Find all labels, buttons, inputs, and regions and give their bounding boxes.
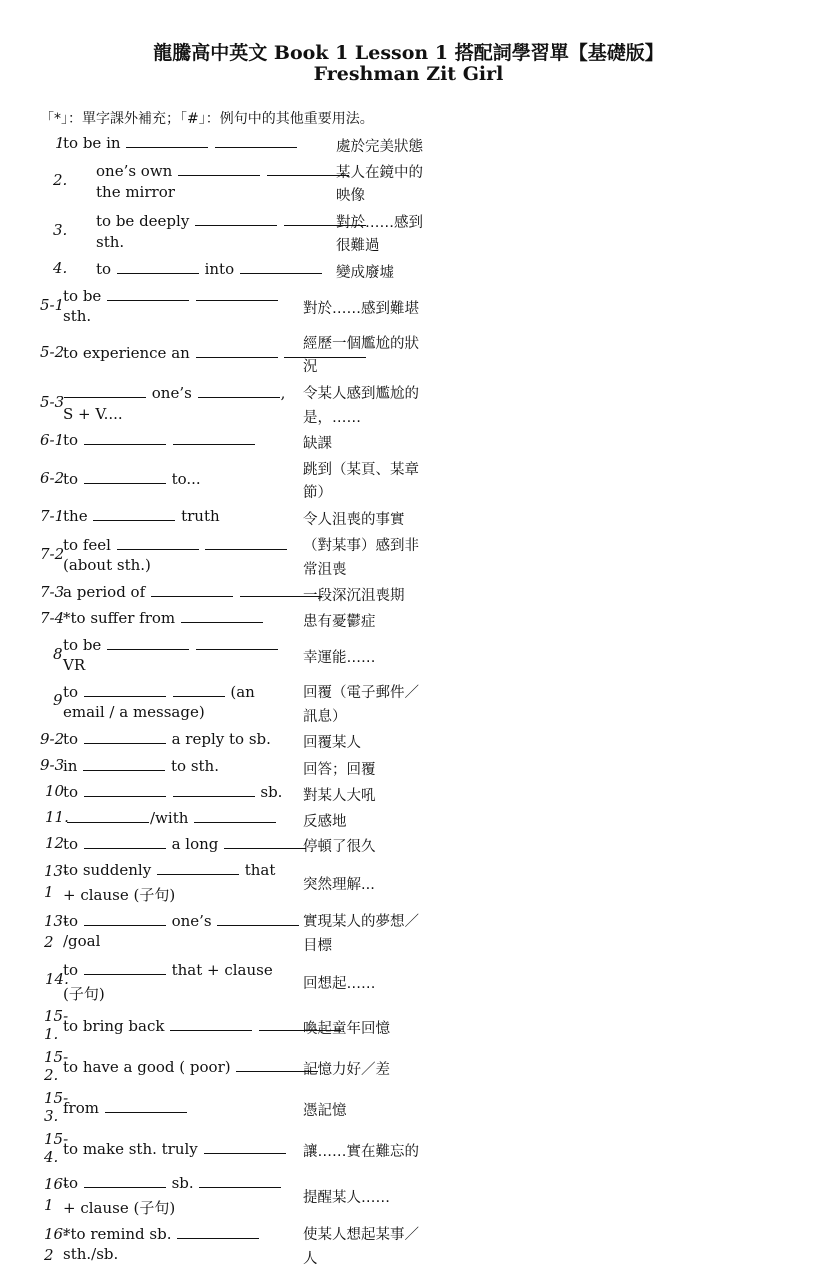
answer-blank[interactable] xyxy=(84,1175,166,1188)
answer-blank[interactable] xyxy=(126,135,208,148)
item-english-cont: the mirror xyxy=(96,183,175,201)
item-chinese: 實現某人的夢想／ xyxy=(303,914,419,930)
answer-blank[interactable] xyxy=(84,471,166,484)
item-chinese: 讓……實在難忘的 xyxy=(303,1144,419,1160)
item-chinese: 令人沮喪的事實 xyxy=(303,512,405,528)
item-number: 11. xyxy=(45,808,69,826)
answer-blank[interactable] xyxy=(117,537,199,550)
answer-blank[interactable] xyxy=(84,836,166,849)
item-english: to into xyxy=(96,260,323,278)
answer-blank[interactable] xyxy=(215,135,297,148)
item-number: 7-3 xyxy=(40,583,65,601)
item-english: the truth xyxy=(63,507,220,525)
answer-blank[interactable] xyxy=(107,288,189,301)
item-english: one’s own xyxy=(96,162,350,180)
item-english: to have a good ( poor) xyxy=(63,1058,319,1076)
item-english: to a long xyxy=(63,835,307,853)
item-chinese-cont: 很難過 xyxy=(336,238,380,254)
item-number: 5-1 xyxy=(40,296,65,314)
answer-blank[interactable] xyxy=(93,508,175,521)
item-english: to be in xyxy=(63,134,298,152)
item-number: 15-2. xyxy=(44,1048,69,1084)
item-chinese: 突然理解... xyxy=(303,877,375,893)
item-chinese-cont: 況 xyxy=(303,359,318,375)
item-chinese-cont: 映像 xyxy=(336,188,365,204)
item-english: to a reply to sb. xyxy=(63,730,271,748)
answer-blank[interactable] xyxy=(107,637,189,650)
item-chinese: 對於……感到 xyxy=(336,215,423,231)
answer-blank[interactable] xyxy=(205,537,287,550)
item-number: 16-1 xyxy=(44,1175,69,1214)
item-english-cont: sth. xyxy=(63,307,92,325)
answer-blank[interactable] xyxy=(170,1018,252,1031)
item-chinese: 喚起童年回憶 xyxy=(303,1021,390,1037)
answer-blank[interactable] xyxy=(178,163,260,176)
item-english: to suddenly that xyxy=(63,861,276,879)
item-english: one’s , xyxy=(63,384,285,402)
item-english: to (an xyxy=(63,683,255,701)
item-number: 7-2 xyxy=(40,545,65,563)
item-number: 6-2 xyxy=(40,469,65,487)
item-english: to make sth. truly xyxy=(63,1140,287,1158)
item-english-cont: + clause (子句) xyxy=(63,886,176,904)
answer-blank[interactable] xyxy=(196,288,278,301)
item-number: 13-1 xyxy=(44,862,69,901)
item-english: in to sth. xyxy=(63,757,219,775)
item-chinese: 對於……感到難堪 xyxy=(303,301,419,317)
item-english: to bring back xyxy=(63,1017,342,1035)
answer-blank[interactable] xyxy=(64,385,146,398)
answer-blank[interactable] xyxy=(84,784,166,797)
item-english-cont: (about sth.) xyxy=(63,556,151,574)
item-number: 2. xyxy=(53,171,68,189)
item-english-cont: sth./sb. xyxy=(63,1245,119,1263)
item-chinese-cont: 訊息） xyxy=(303,709,347,725)
item-english: to experience an xyxy=(63,344,367,362)
item-english: to be xyxy=(63,287,279,305)
item-number: 12 xyxy=(45,834,65,852)
answer-blank[interactable] xyxy=(173,784,255,797)
item-number: 13-2 xyxy=(44,912,69,951)
item-chinese: 缺課 xyxy=(303,436,332,452)
answer-blank[interactable] xyxy=(173,432,255,445)
answer-blank[interactable] xyxy=(198,385,280,398)
answer-blank[interactable] xyxy=(195,213,277,226)
item-english-cont: S + V.... xyxy=(63,405,123,423)
item-english: to one’s xyxy=(63,912,300,930)
page-title: 龍騰高中英文 Book 1 Lesson 1 搭配詞學習單【基礎版】 xyxy=(153,42,664,64)
item-chinese-cont: 節） xyxy=(303,485,332,501)
answer-blank[interactable] xyxy=(84,432,166,445)
answer-blank[interactable] xyxy=(83,758,165,771)
answer-blank[interactable] xyxy=(84,684,166,697)
item-number: 4. xyxy=(53,259,68,277)
item-chinese-cont: 人 xyxy=(303,1251,318,1267)
item-english-cont: VR xyxy=(63,656,86,674)
item-english: a period of xyxy=(63,583,323,601)
item-chinese: 提醒某人…… xyxy=(303,1190,390,1206)
item-chinese: 幸運能…… xyxy=(303,650,376,666)
item-chinese: 反感地 xyxy=(303,814,347,830)
answer-blank[interactable] xyxy=(240,261,322,274)
item-number: 15-3. xyxy=(44,1089,69,1125)
item-english: /with xyxy=(66,809,277,827)
answer-blank[interactable] xyxy=(224,836,306,849)
item-number: 8 xyxy=(53,645,63,663)
item-number: 9 xyxy=(53,691,63,709)
answer-blank[interactable] xyxy=(204,1141,286,1154)
item-chinese: 回覆（電子郵件／ xyxy=(303,685,419,701)
page-subtitle: Freshman Zit Girl xyxy=(313,63,504,85)
answer-blank[interactable] xyxy=(199,1175,281,1188)
item-english-cont: + clause (子句) xyxy=(63,1199,176,1217)
answer-blank[interactable] xyxy=(177,1226,259,1239)
item-chinese: （對某事）感到非 xyxy=(303,538,419,554)
item-chinese: 一段深沉沮喪期 xyxy=(303,588,405,604)
answer-blank[interactable] xyxy=(181,610,263,623)
item-number: 1 xyxy=(55,134,65,152)
item-number: 9-3 xyxy=(40,756,65,774)
item-chinese: 回答；回覆 xyxy=(303,762,376,778)
answer-blank[interactable] xyxy=(194,810,276,823)
item-english: to to... xyxy=(63,470,201,488)
item-number: 7-4 xyxy=(40,609,65,627)
item-number: 16-2 xyxy=(44,1225,69,1264)
answer-blank[interactable] xyxy=(151,584,233,597)
symbol-legend: 「*」：單字課外補充；「#」：例句中的其他重要用法。 xyxy=(40,111,374,127)
answer-blank[interactable] xyxy=(84,731,166,744)
item-chinese: 跳到（某頁、某章 xyxy=(303,462,419,478)
answer-blank[interactable] xyxy=(217,913,299,926)
item-chinese: 憑記憶 xyxy=(303,1103,347,1119)
item-chinese: 回想起…… xyxy=(303,976,376,992)
item-chinese: 使某人想起某事／ xyxy=(303,1227,419,1243)
item-english-cont: email / a message) xyxy=(63,703,205,721)
item-chinese-cont: 常沮喪 xyxy=(303,562,347,578)
item-english: *to remind sb. xyxy=(63,1225,260,1243)
answer-blank[interactable] xyxy=(196,345,278,358)
item-english: to be xyxy=(63,636,279,654)
item-english: to feel xyxy=(63,536,288,554)
answer-blank[interactable] xyxy=(84,913,166,926)
item-english-cont: /goal xyxy=(63,932,101,950)
item-english: *to suffer from xyxy=(63,609,264,627)
item-chinese: 記憶力好／差 xyxy=(303,1062,390,1078)
item-english: to sb. xyxy=(63,783,283,801)
answer-blank[interactable] xyxy=(196,637,278,650)
item-english: to sb. xyxy=(63,1174,282,1192)
item-number: 9-2 xyxy=(40,730,65,748)
item-number: 6-1 xyxy=(40,431,65,449)
item-english-cont: (子句) xyxy=(63,985,105,1003)
item-number: 15-4. xyxy=(44,1130,69,1166)
item-chinese: 變成廢墟 xyxy=(336,265,394,281)
item-number: 10 xyxy=(45,782,65,800)
item-chinese: 令某人感到尷尬的 xyxy=(303,386,419,402)
item-chinese: 處於完美狀態 xyxy=(336,139,423,155)
item-chinese-cont: 是，…… xyxy=(303,410,361,426)
answer-blank[interactable] xyxy=(157,862,239,875)
item-number: 14. xyxy=(45,970,69,988)
answer-blank[interactable] xyxy=(84,962,166,975)
item-english-cont: sth. xyxy=(96,233,125,251)
item-number: 7-1 xyxy=(40,507,65,525)
item-chinese-cont: 目標 xyxy=(303,938,332,954)
item-chinese: 對某人大吼 xyxy=(303,788,376,804)
answer-blank[interactable] xyxy=(105,1100,187,1113)
item-english: to that + clause xyxy=(63,961,273,979)
item-chinese: 經歷一個尷尬的狀 xyxy=(303,336,419,352)
item-english: to xyxy=(63,431,256,449)
answer-blank[interactable] xyxy=(117,261,199,274)
item-number: 5-2 xyxy=(40,343,65,361)
item-number: 5-3 xyxy=(40,393,65,411)
item-number: 3. xyxy=(53,221,68,239)
answer-blank[interactable] xyxy=(173,684,225,697)
item-english: to be deeply xyxy=(96,212,367,230)
item-chinese: 回覆某人 xyxy=(303,735,361,751)
item-chinese: 停頓了很久 xyxy=(303,839,376,855)
answer-blank[interactable] xyxy=(67,810,149,823)
item-number: 15-1. xyxy=(44,1007,69,1043)
item-chinese: 某人在鏡中的 xyxy=(336,165,423,181)
item-english: from xyxy=(63,1099,188,1117)
item-chinese: 患有憂鬱症 xyxy=(303,614,376,630)
